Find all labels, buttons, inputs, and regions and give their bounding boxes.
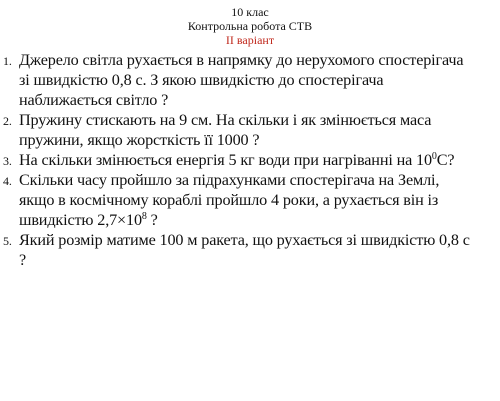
task-list bbox=[0, 50, 500, 270]
task-item bbox=[0, 50, 500, 110]
task-text: ? bbox=[146, 211, 158, 229]
task-text-line: Джерело світла рухається в напрямку до нерухомого спостерігача bbox=[19, 51, 464, 69]
task-text-line: Пружину стискають на 9 см. На скільки і як змінюється маса bbox=[19, 111, 432, 129]
task-text-line bbox=[19, 210, 500, 230]
task-text-line: Скільки часу пройшло за підрахунками спостерігача на Землі, bbox=[19, 171, 440, 189]
task-item bbox=[0, 150, 500, 170]
task-text-line bbox=[19, 150, 500, 170]
task-text: С? bbox=[436, 151, 455, 169]
task-item bbox=[0, 110, 500, 150]
task-text: На скільки змінюється енергія 5 кг води при нагріванні на 10 bbox=[19, 151, 432, 169]
task-text-line: якщо в космічному кораблі пройшло 4 роки, а рухається він із bbox=[19, 191, 439, 209]
task-number: 3. bbox=[3, 154, 12, 168]
task-text: швидкістю 2,7×10 bbox=[19, 211, 142, 229]
task-text-line: наближається світло ? bbox=[19, 91, 169, 109]
test-title: Контрольна робота СТВ bbox=[187, 19, 313, 33]
superscript: 8 bbox=[141, 211, 147, 222]
task-number: 1. bbox=[3, 54, 12, 68]
task-text-line: ? bbox=[19, 251, 27, 269]
task-number: 4. bbox=[3, 174, 12, 188]
variant-label: ІІ варіант bbox=[225, 33, 275, 47]
task-item bbox=[0, 230, 500, 270]
task-number: 2. bbox=[3, 114, 12, 128]
task-text-line: пружини, якщо жорсткість її 1000 ? bbox=[19, 131, 260, 149]
task-text-line: Який розмір матиме 100 м ракета, що рухається зі швидкістю 0,8 с bbox=[19, 231, 470, 249]
test-header bbox=[0, 5, 500, 47]
superscript: 0 bbox=[431, 151, 437, 162]
task-number: 5. bbox=[3, 234, 12, 248]
task-text-line: зі швидкістю 0,8 с. З якою швидкістю до спостерігача bbox=[19, 71, 384, 89]
grade-label: 10 клас bbox=[231, 5, 269, 19]
task-item bbox=[0, 170, 500, 230]
